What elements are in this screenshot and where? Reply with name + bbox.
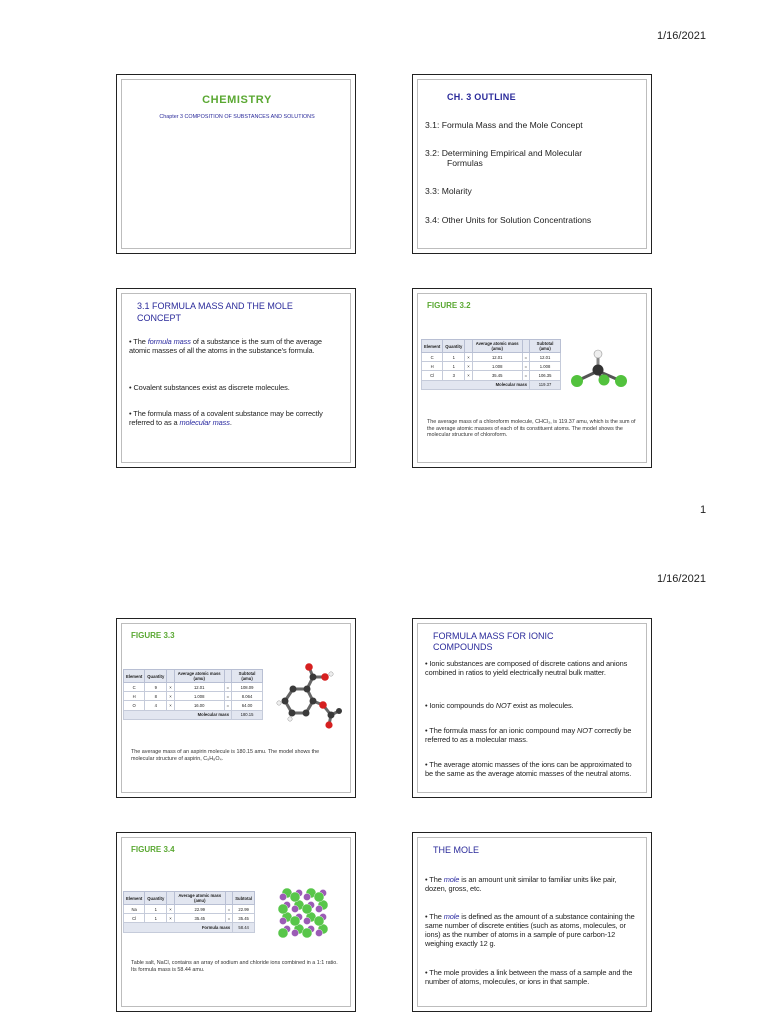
- outline-item: 3.1: Formula Mass and the Mole Concept: [425, 120, 583, 130]
- bullet-mole-link: • The mole provides a link between the mass of a sample and the number of atoms, molecules, or ions in that sample.: [425, 968, 633, 986]
- table-header: Average atomic mass (amu): [174, 892, 225, 905]
- sodium-ion: [303, 917, 310, 924]
- bullet-mole-unit: [425, 875, 639, 893]
- term-mole: mole: [443, 875, 460, 884]
- text: is defined as the amount of a substance containing the same number of discrete entities (such as atoms, molecules, or ions) as the number of atoms in a sample of pure carbon-12 weighing exactly 12 g.: [425, 912, 635, 948]
- table-header: Quantity: [443, 340, 465, 353]
- table-total-row: [124, 710, 263, 719]
- emphasis-not: NOT: [577, 726, 593, 735]
- chloride-ion: [278, 904, 288, 914]
- cell: 22.99: [174, 905, 225, 914]
- page-date-top: 1/16/2021: [657, 30, 706, 42]
- bullet-mole-definition: [425, 912, 639, 948]
- table-total-row: [422, 380, 561, 389]
- cell: Cl: [422, 371, 443, 380]
- formula-table: [123, 669, 263, 720]
- cell: 35.45: [174, 914, 225, 923]
- text: • The formula mass of a covalent substance may be correctly referred to as a: [129, 409, 323, 427]
- table-header: [465, 340, 472, 353]
- chloride-ion: [278, 928, 288, 938]
- cell: H: [124, 692, 145, 701]
- sodium-ion: [279, 917, 286, 924]
- formula-table: [123, 891, 255, 933]
- cell: ×: [465, 362, 472, 371]
- cell: 35.45: [233, 914, 255, 923]
- cell: =: [224, 692, 231, 701]
- emphasis-not: NOT: [495, 701, 512, 710]
- slide-figure-3-2: [412, 288, 652, 468]
- chloroform-molecule-model: [563, 347, 633, 393]
- sodium-ion: [291, 929, 298, 936]
- slide-title-line2: COMPOUNDS: [433, 642, 493, 652]
- cell: 9: [145, 683, 167, 692]
- outline-item: 3.4: Other Units for Solution Concentrations: [425, 215, 592, 225]
- cell: 16.00: [174, 701, 224, 710]
- total-label: Molecular mass: [124, 710, 232, 719]
- text: • Ionic compounds do: [425, 701, 496, 710]
- cell: 8: [145, 692, 167, 701]
- figure-caption: Table salt, NaCl, contains an array of sodium and chloride ions combined in a 1:1 ratio. Its formula mass is 58.44 amu.: [131, 960, 338, 973]
- table-row: [124, 701, 263, 710]
- total-value: 58.44: [233, 923, 255, 932]
- slide-formula-mass: [116, 288, 356, 468]
- cell: C: [422, 353, 443, 362]
- cell: 1.008: [530, 362, 561, 371]
- slide-figure-3-4: [116, 832, 356, 1012]
- cell: =: [522, 371, 529, 380]
- text: • The formula mass for an ionic compound may: [425, 726, 577, 735]
- table-row: [124, 683, 263, 692]
- formula-table: [421, 339, 561, 390]
- cell: =: [224, 683, 231, 692]
- cell: ×: [167, 701, 174, 710]
- bullet-molecular-mass: [129, 409, 341, 427]
- total-label: Molecular mass: [422, 380, 530, 389]
- slide-figure-3-3: [116, 618, 356, 798]
- table-row: [124, 905, 255, 914]
- chloride-ion: [314, 916, 324, 926]
- slide-outline: [412, 74, 652, 254]
- table-row: [422, 353, 561, 362]
- page-date-bottom: 1/16/2021: [657, 573, 706, 585]
- sodium-ion: [303, 893, 310, 900]
- table-header: Element: [422, 340, 443, 353]
- slide-title: FIGURE 3.3: [131, 631, 175, 640]
- slide-title: FIGURE 3.4: [131, 845, 175, 854]
- cell: Cl: [124, 914, 145, 923]
- cell: ×: [167, 914, 174, 923]
- cell: 12.01: [174, 683, 224, 692]
- bullet-covalent: • Covalent substances exist as discrete molecules.: [129, 383, 290, 392]
- table-header: Average atomic mass (amu): [174, 670, 224, 683]
- term-formula-mass: formula mass: [147, 337, 191, 346]
- cell: 3: [443, 371, 465, 380]
- cell: 1: [443, 362, 465, 371]
- slide-subtitle: Chapter 3 COMPOSITION OF SUBSTANCES AND SOLUTIONS: [159, 114, 315, 120]
- bullet-formula-mass-ionic: [425, 726, 639, 744]
- cell: ×: [167, 905, 174, 914]
- term-molecular-mass: molecular mass: [179, 418, 230, 427]
- text: • The: [129, 337, 148, 346]
- cell: =: [522, 362, 529, 371]
- table-header: [167, 892, 174, 905]
- text: of a substance is the sum of the average atomic masses of all the atoms in the substance’s formula.: [129, 337, 322, 355]
- table-header: Element: [124, 892, 145, 905]
- slide-title-line2: CONCEPT: [137, 313, 182, 323]
- figure-caption: The average mass of a chloroform molecule, CHCl₃, is 119.37 amu, which is the sum of the average atomic masses of each of its constituent atoms. The model shows the molecular structure of chloroform.: [427, 419, 636, 439]
- cell: 1: [145, 905, 167, 914]
- table-header: Quantity: [145, 892, 167, 905]
- slide-title: FIGURE 3.2: [427, 301, 471, 310]
- table-header: Quantity: [145, 670, 167, 683]
- bullet-not-molecules: [425, 701, 639, 710]
- sodium-ion: [291, 905, 298, 912]
- cell: 64.00: [232, 701, 263, 710]
- text: correctly be referred to as a molecular mass.: [425, 726, 632, 744]
- bullet-ionic-substances: • Ionic substances are composed of discrete cations and anions combined in ratios to yield electrically neutral bulk matter.: [425, 659, 628, 677]
- slide-title: CH. 3 OUTLINE: [447, 92, 516, 102]
- chloride-ion: [302, 928, 312, 938]
- table-row: [124, 692, 263, 701]
- cell: 1: [145, 914, 167, 923]
- table-header: Element: [124, 670, 145, 683]
- cell: H: [422, 362, 443, 371]
- cell: =: [225, 914, 232, 923]
- cell: 8.064: [232, 692, 263, 701]
- chloride-ion: [314, 892, 324, 902]
- outline-item: 3.2: Determining Empirical and Molecular: [425, 148, 583, 158]
- bullet-formula-mass: [129, 337, 341, 355]
- cell: 12.01: [530, 353, 561, 362]
- cell: 35.45: [472, 371, 522, 380]
- cell: O: [124, 701, 145, 710]
- text: • The: [425, 875, 444, 884]
- cell: 1: [443, 353, 465, 362]
- figure-caption: The average mass of an aspirin molecule is 180.15 amu. The model shows the molecular structure of aspirin, C₉H₈O₄.: [131, 749, 320, 762]
- slide-the-mole: [412, 832, 652, 1012]
- slide-ionic-compounds: [412, 618, 652, 798]
- sodium-ion: [315, 905, 322, 912]
- text: is an amount unit similar to familiar units like pair, dozen, gross, etc.: [425, 875, 617, 893]
- cell: 108.09: [232, 683, 263, 692]
- table-header: [224, 670, 231, 683]
- page-number: 1: [700, 504, 707, 516]
- chloride-ion: [290, 892, 300, 902]
- text: .: [229, 418, 232, 427]
- cell: =: [224, 701, 231, 710]
- slide-title: CHEMISTRY: [202, 94, 272, 106]
- table-header-row: [124, 892, 255, 905]
- cell: Na: [124, 905, 145, 914]
- total-label: Formula mass: [124, 923, 233, 932]
- table-header: [225, 892, 232, 905]
- cell: ×: [465, 371, 472, 380]
- table-header: [167, 670, 174, 683]
- cell: 1.008: [472, 362, 522, 371]
- cell: 4: [145, 701, 167, 710]
- table-header-row: [124, 670, 263, 683]
- slide-title-line1: FORMULA MASS FOR IONIC: [433, 631, 554, 641]
- cell: 1.008: [174, 692, 224, 701]
- cell: ×: [167, 683, 174, 692]
- slide-title-line1: 3.1 FORMULA MASS AND THE MOLE: [137, 301, 293, 311]
- table-header: Subtotal: [233, 892, 255, 905]
- cell: 12.01: [472, 353, 522, 362]
- outline-item: 3.3: Molarity: [425, 186, 472, 196]
- table-header: Average atomic mass (amu): [472, 340, 522, 353]
- slide-chemistry-title: [116, 74, 356, 254]
- text: • The: [425, 912, 444, 921]
- table-row: [422, 362, 561, 371]
- cell: 22.99: [233, 905, 255, 914]
- cell: =: [522, 353, 529, 362]
- bullet-average-atomic-masses: • The average atomic masses of the ions can be approximated to be the same as the average atomic masses of the neutral atoms.: [425, 760, 632, 778]
- chloride-ion: [302, 904, 312, 914]
- table-row: [124, 914, 255, 923]
- table-header: Subtotal (amu): [530, 340, 561, 353]
- term-mole: mole: [443, 912, 460, 921]
- sodium-ion: [315, 929, 322, 936]
- cell: 106.35: [530, 371, 561, 380]
- slide-title: THE MOLE: [433, 845, 480, 855]
- nacl-crystal-lattice-model: [275, 885, 331, 941]
- table-header-row: [422, 340, 561, 353]
- cell: ×: [465, 353, 472, 362]
- sodium-ion: [279, 893, 286, 900]
- total-value: 119.37: [530, 380, 561, 389]
- outline-item-cont: Formulas: [447, 158, 483, 168]
- table-total-row: [124, 923, 255, 932]
- table-header: [522, 340, 529, 353]
- cell: ×: [167, 692, 174, 701]
- total-value: 180.15: [232, 710, 263, 719]
- table-header: Subtotal (amu): [232, 670, 263, 683]
- aspirin-molecule-model: [273, 661, 343, 729]
- table-row: [422, 371, 561, 380]
- cell: =: [225, 905, 232, 914]
- chloride-ion: [290, 916, 300, 926]
- cell: C: [124, 683, 145, 692]
- text: exist as molecules.: [511, 701, 574, 710]
